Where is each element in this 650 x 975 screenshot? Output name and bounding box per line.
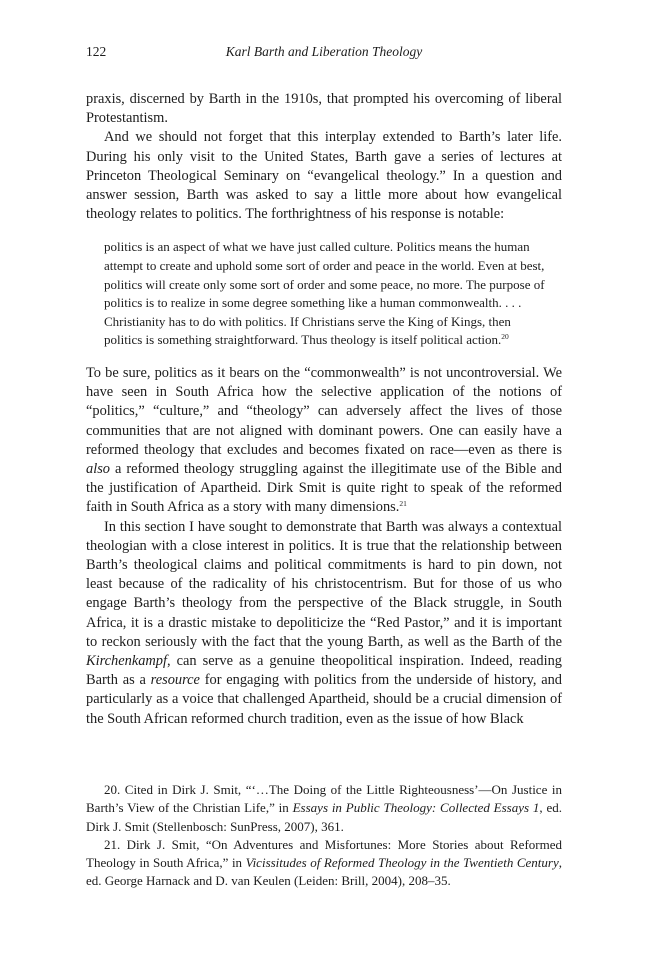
paragraph-4 bbox=[86, 518, 562, 729]
paragraph-4-emphasis-kirchenkampf: Kirchenkampf bbox=[86, 653, 167, 670]
paragraph-4-text-c: for engaging with politics from the underside of history, and particularly as a voice that challenged Apartheid, should be a crucial dimension of the South African reformed church tradition, even as the issue of how Black bbox=[86, 672, 562, 727]
footnote-21-text-b: , ed. George Harnack and D. van Keulen (Leiden: Brill, 2004), 208–35. bbox=[86, 855, 562, 889]
block-quote bbox=[104, 238, 546, 350]
footnote-21-text-a: 21. Dirk J. Smit, “On Adventures and Misfortunes: More Stories about Reformed Theology in South Africa,” in bbox=[86, 836, 562, 871]
footnote-21-title: Vicissitudes of Reformed Theology in the Twentieth Century bbox=[245, 855, 559, 871]
block-quote-text: politics is an aspect of what we have just called culture. Politics means the human attempt to create and uphold some sort of order and peace in the world. Even at best, politics will create only some sort of order and some peace, no more. The purpose of politics is to realize in some degree something like a human commonwealth. . . . Christianity has to do with politics. If Christians serve the King of Kings, then politics is something straightforward. Thus theology is itself political action. bbox=[104, 239, 545, 348]
paragraph-3-emphasis: also bbox=[86, 461, 110, 477]
paragraph-3-text-a: To be sure, politics as it bears on the “commonwealth” is not uncontroversial. We have seen in South Africa how the selective application of the notions of “politics,” “culture,” and “theology” can adversely affect the lives of those communities that are not aligned with dominant powers. One can easily have a reformed theology that excludes and becomes fixated on race—even as there is bbox=[86, 364, 562, 458]
paragraph-3-text-b: a reformed theology struggling against the illegitimate use of the Bible and the justification of Apartheid. Dirk Smit is quite right to speak of the reformed faith in South Africa as a story with many dimensions. bbox=[86, 461, 562, 516]
running-title: Karl Barth and Liberation Theology bbox=[225, 44, 423, 59]
paragraph-1-text: praxis, discerned by Barth in the 1910s, that prompted his overcoming of liberal Protestantism. bbox=[86, 91, 562, 127]
paragraph-4-text-a: In this section I have sought to demonstrate that Barth was always a contextual theologian with a close interest in politics. It is true that the relationship between Barth’s theological claims and political commitments is hard to pin down, not least because of the radicality of his christocentrism. But for those of us who engage Barth’s theology from the perspective of the Black struggle, in South Africa, it is a drastic mistake to depoliticize the “Red Pastor,” and it is important to reckon seriously with the fact that the young Barth, as well as the Barth of the bbox=[86, 518, 562, 650]
paragraph-1 bbox=[86, 90, 562, 128]
footnote-20 bbox=[86, 781, 562, 836]
footnote-20-title: Essays in Public Theology: Collected Essays 1 bbox=[292, 800, 540, 816]
running-head bbox=[86, 44, 562, 64]
paragraph-4-emphasis-resource: resource bbox=[150, 672, 200, 689]
body-text bbox=[86, 90, 562, 729]
paragraph-3 bbox=[86, 364, 562, 518]
footnote-21 bbox=[86, 836, 562, 891]
paragraph-2 bbox=[86, 128, 562, 224]
paragraph-2-text: And we should not forget that this interplay extended to Barth’s later life. During his only visit to the United States, Barth gave a series of lectures at Princeton Theological Seminary on “evangelical theology.” In a question and answer session, Barth was asked to say a little more about how evangelical theology relates to politics. The forthrightness of his response is notable: bbox=[86, 129, 562, 223]
paragraph-4-text-b: , can serve as a genuine theopolitical inspiration. Indeed, reading Barth as a bbox=[86, 653, 562, 689]
footnote-ref-20[interactable]: 20 bbox=[501, 332, 509, 342]
footnotes bbox=[86, 781, 562, 891]
footnote-ref-21[interactable]: 21 bbox=[399, 499, 407, 509]
footnote-20-text-a: 20. Cited in Dirk J. Smit, “‘…The Doing of the Little Righteousness’—On Justice in Barth’s View of the Christian Life,” in bbox=[86, 782, 562, 816]
footnote-20-text-b: , ed. Dirk J. Smit (Stellenbosch: SunPress, 2007), 361. bbox=[86, 800, 562, 834]
page-number: 122 bbox=[86, 44, 107, 59]
